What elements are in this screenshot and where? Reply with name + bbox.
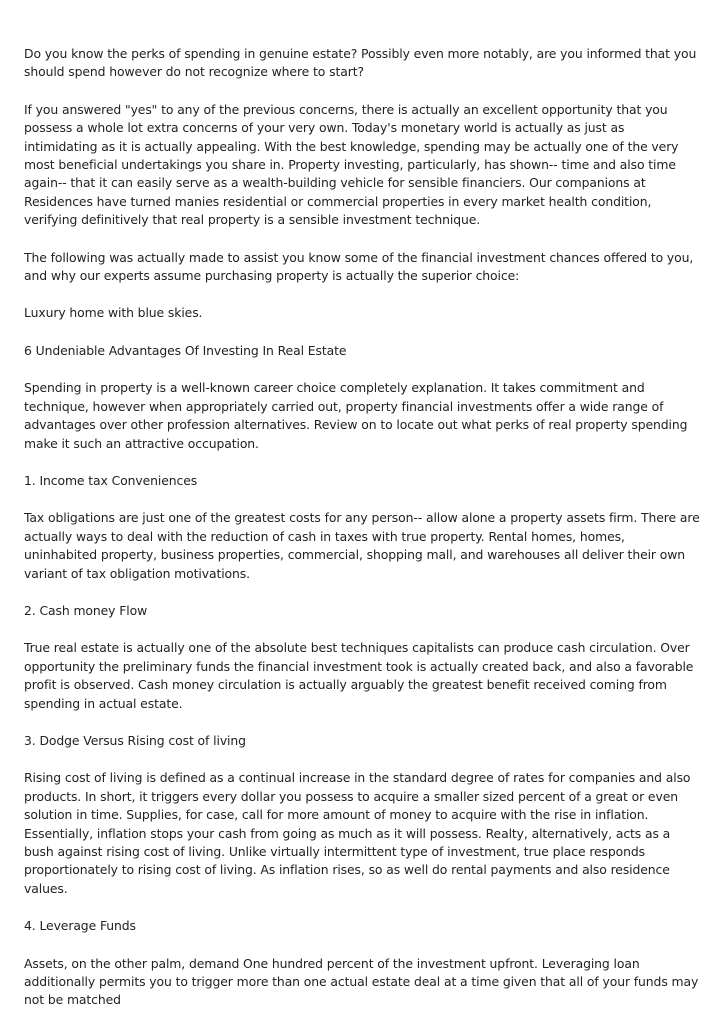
- paragraph-cash-flow: True real estate is actually one of the absolute best techniques capitalists can produce cash circulation. Over opportunity the preliminary funds the financial investment took is actually created back, and also a favorable profit is observed. Cash money circulation is actually arguably the greatest benefit received coming from spending in actual estate.: [24, 640, 694, 711]
- paragraph-intro-answer: If you answered "yes" to any of the previous concerns, there is actually an excellent opportunity that you possess a whole lot extra concerns of your very own. Today's monetary world is actually as just as intimidating as it is actually appealing. With the best knowledge, spending may be actually one of the very most beneficial undertakings you share in. Property investing, particularly, has shown-- time and also time again-- that it can easily serve as a wealth-building vehicle for sensible financiers. Our companions at Residences have turned manies residential or commercial properties in every market health condition, verifying definitively that real property is a sensible investment technique.: [24, 101, 679, 228]
- heading-tax: 1. Income tax Conveniences: [24, 472, 198, 488]
- heading-leverage: 4. Leverage Funds: [24, 918, 136, 934]
- paragraph-leverage: Assets, on the other palm, demand One hundred percent of the investment upfront. Leveraging loan additionally permits you to trigger more than one actual estate deal at a time given that all of your funds may not be matched: [24, 955, 699, 1008]
- paragraph-inflation: Rising cost of living is defined as a continual increase in the standard degree of rates for companies and also products. In short, it triggers every dollar you possess to acquire a smaller sized percent of a great or even solution in time. Supplies, for case, call for more amount of money to acquire with the rise in inflation. Essentially, inflation stops your cash from going as much as it will possess. Realty, alternatively, acts as a bush against rising cost of living. Unlike virtually intermittent type of investment, true place responds proportionately to rising cost of living. As inflation rises, so as well do rental payments and also residence values.: [24, 770, 691, 896]
- paragraph-tax: Tax obligations are just one of the greatest costs for any person-- allow alone a property assets firm. There are actually ways to deal with the reduction of cash in taxes with true property. Rental homes, homes, uninhabited property, business properties, commercial, shopping mall, and warehouses all deliver their own variant of tax obligation motivations.: [24, 510, 700, 581]
- document-body: [24, 45, 700, 1029]
- paragraph-intro-question: Do you know the perks of spending in genuine estate? Possibly even more notably, are you informed that you should spend however do not recognize where to start?: [24, 46, 697, 80]
- image-caption: Luxury home with blue skies.: [24, 305, 203, 321]
- paragraph-career: Spending in property is a well-known career choice completely explanation. It takes commitment and technique, however when appropriately carried out, property financial investments offer a wide range of advantages over other profession alternatives. Review on to locate out what perks of real property spending make it such an attractive occupation.: [24, 380, 688, 451]
- paragraph-following: The following was actually made to assist you know some of the financial investment chances offered to you, and why our experts assume purchasing property is actually the superior choice:: [24, 249, 694, 284]
- heading-cash-flow: 2. Cash money Flow: [24, 602, 148, 618]
- section-heading: 6 Undeniable Advantages Of Investing In Real Estate: [24, 342, 347, 358]
- heading-inflation: 3. Dodge Versus Rising cost of living: [24, 732, 246, 748]
